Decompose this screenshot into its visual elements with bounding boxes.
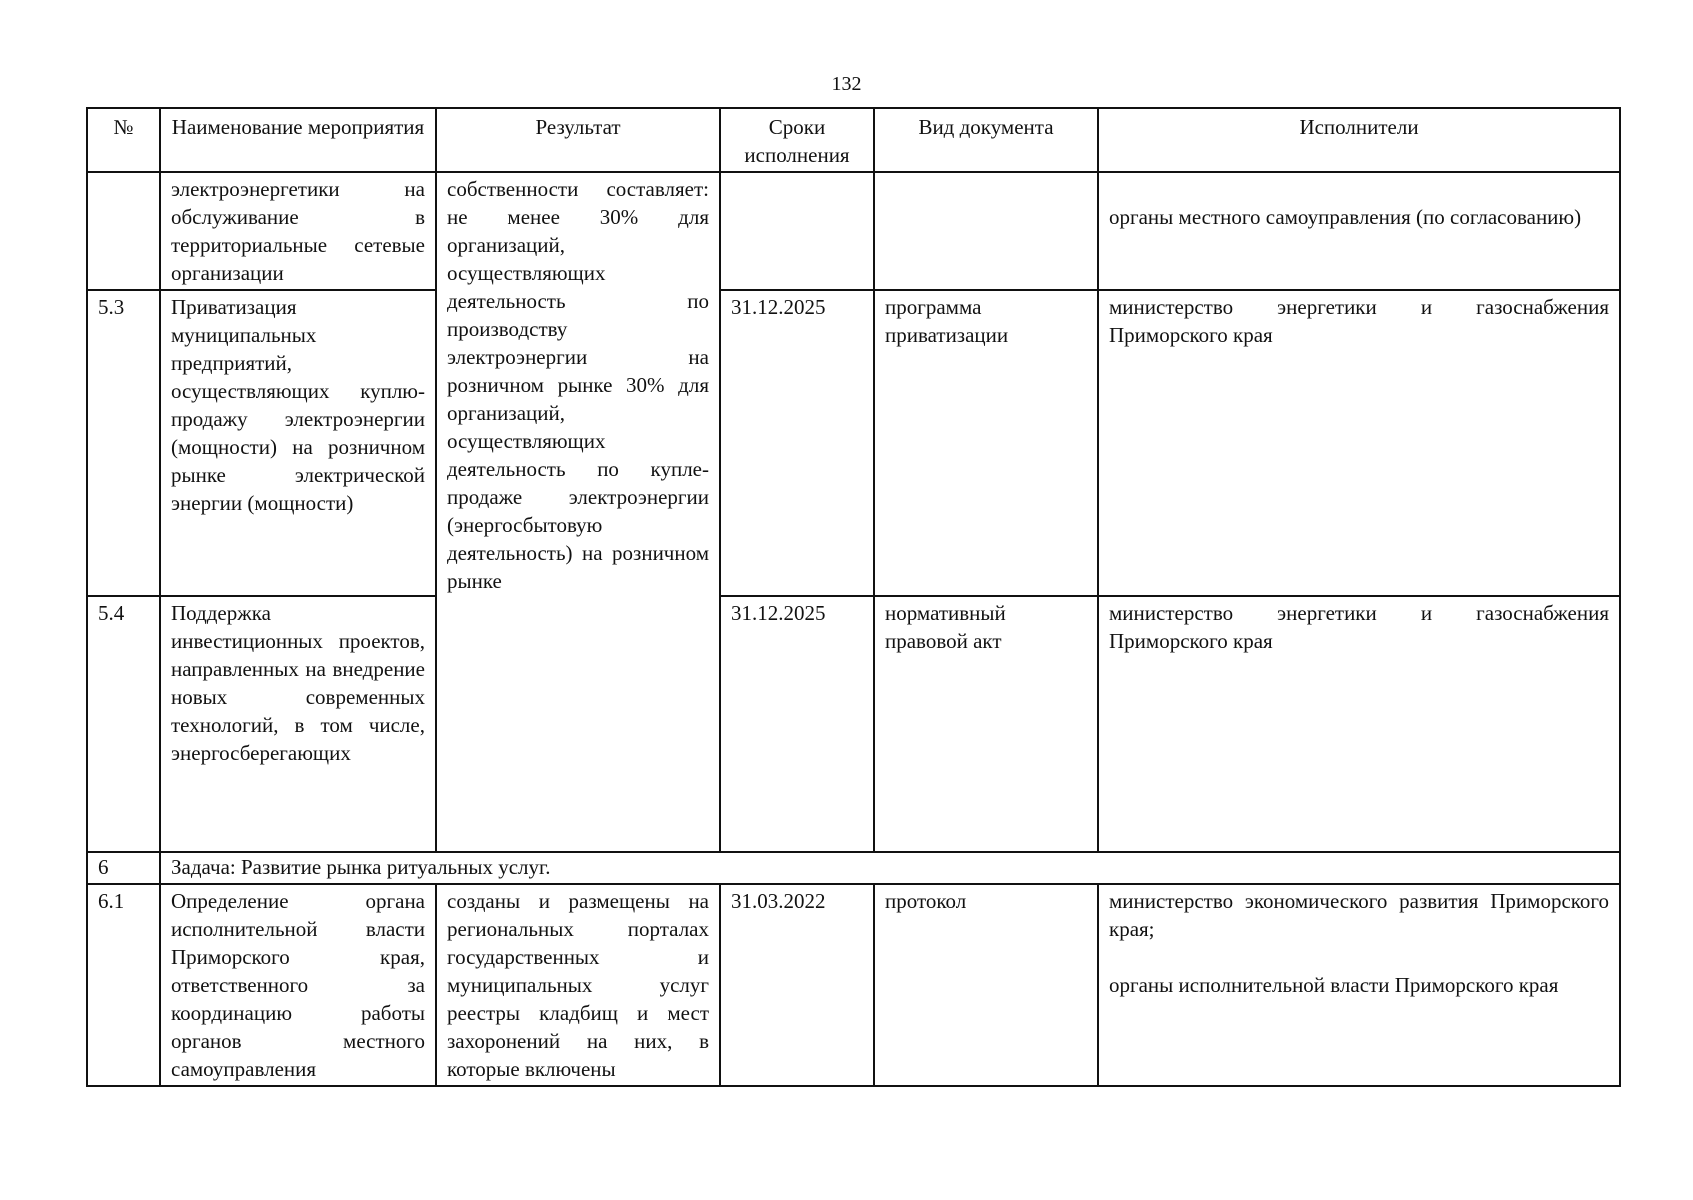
cell-doc-type: нормативный правовой акт — [874, 596, 1098, 852]
table-row-6 — [87, 852, 1620, 884]
executors-text: органы местного самоуправления (по согласованию) — [1109, 205, 1582, 229]
cell-executors: министерство энергетики и газоснабжения Приморского края — [1098, 290, 1620, 596]
cell-num: 5.3 — [87, 290, 160, 596]
header-executors: Исполнители — [1098, 108, 1620, 172]
header-row — [87, 108, 1620, 172]
cell-doc-type: программа приватизации — [874, 290, 1098, 596]
cell-result: созданы и размещены на региональных порталах государственных и муниципальных услуг реестры кладбищ и мест захоронений на них, в которые включены — [436, 884, 720, 1086]
header-num: № — [87, 108, 160, 172]
table-row-5-4 — [87, 596, 1620, 852]
cell-result-merged: собственности составляет: не менее 30% для организаций, осуществляющих деятельность по производству электроэнергии на розничном рынке 30% для организаций, осуществляющих деятельность по купле-продаже электроэнергии (энергосбытовую деятельность) на розничном рынке — [436, 172, 720, 852]
cell-num — [87, 172, 160, 290]
cell-deadline: 31.12.2025 — [720, 596, 874, 852]
executors-line-2: органы исполнительной власти Приморского края — [1109, 973, 1559, 997]
header-doc-type: Вид документа — [874, 108, 1098, 172]
cell-doc-type — [874, 172, 1098, 290]
table-row-5-3 — [87, 290, 1620, 596]
cell-executors: министерство энергетики и газоснабжения Приморского края — [1098, 596, 1620, 852]
cell-task: Задача: Развитие рынка ритуальных услуг. — [160, 852, 1620, 884]
cell-deadline — [720, 172, 874, 290]
cell-num: 5.4 — [87, 596, 160, 852]
cell-num: 6.1 — [87, 884, 160, 1086]
page-number: 132 — [831, 73, 862, 95]
cell-num: 6 — [87, 852, 160, 884]
cell-executors — [1098, 884, 1620, 1086]
cell-deadline: 31.12.2025 — [720, 290, 874, 596]
cell-deadline: 31.03.2022 — [720, 884, 874, 1086]
header-deadline: Сроки исполнения — [720, 108, 874, 172]
cell-executors — [1098, 172, 1620, 290]
executors-line-1: министерство экономического развития Приморского края; — [1109, 889, 1609, 941]
paragraph-gap — [1109, 943, 1609, 971]
header-name: Наименование мероприятия — [160, 108, 436, 172]
table-row-6-1 — [87, 884, 1620, 1086]
cell-name: Приватизация муниципальных предприятий, осуществляющих куплю-продажу электроэнергии (мощности) на розничном рынке электрической энергии (мощности) — [160, 290, 436, 596]
cell-name: Определение органа исполнительной власти Приморского края, ответственного за координацию работы органов местного самоуправления — [160, 884, 436, 1086]
table-row-continued — [87, 172, 1620, 290]
measures-table — [86, 107, 1621, 1087]
cell-doc-type: протокол — [874, 884, 1098, 1086]
cell-name: электроэнергетики на обслуживание в территориальные сетевые организации — [160, 172, 436, 290]
header-result: Результат — [436, 108, 720, 172]
cell-name: Поддержка инвестиционных проектов, направленных на внедрение новых современных технологий, в том числе, энергосберегающих — [160, 596, 436, 852]
